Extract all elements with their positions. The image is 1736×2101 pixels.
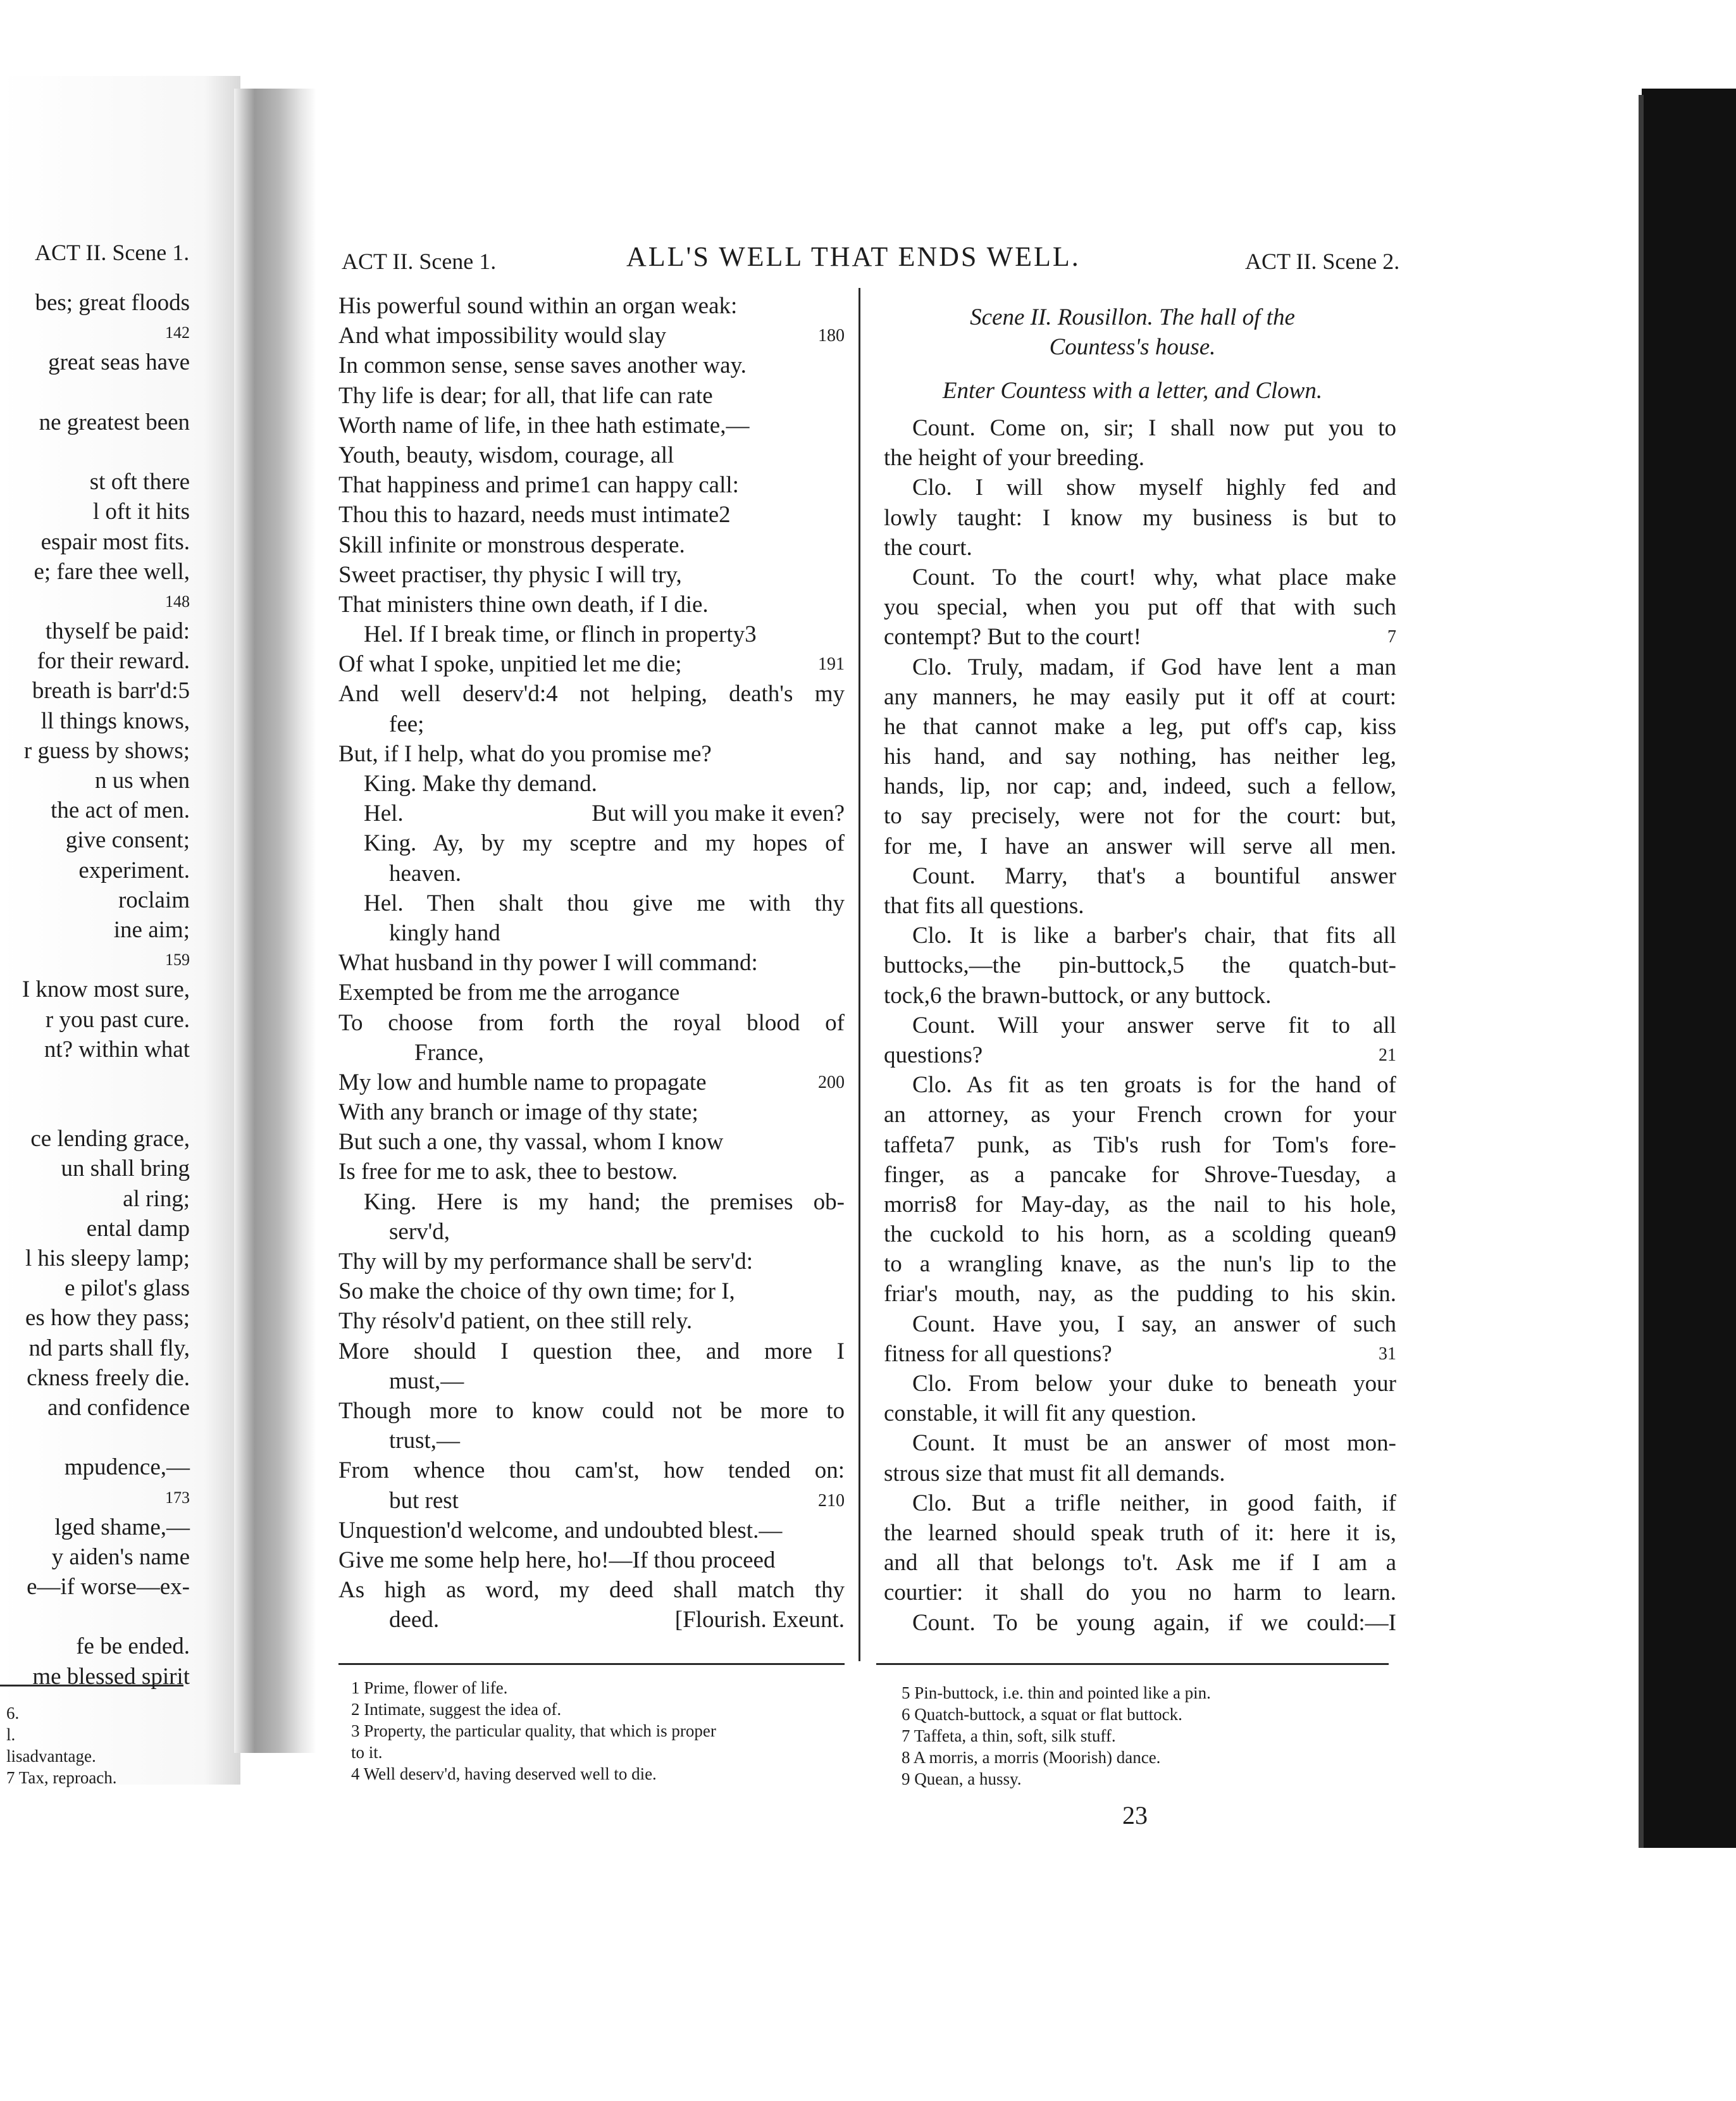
line-text: questions? (884, 1042, 983, 1068)
text-line (338, 620, 845, 649)
left-page-line: the act of men. (51, 797, 190, 824)
text-line (884, 1309, 1396, 1339)
text-line (338, 1456, 845, 1485)
text-line (338, 948, 845, 978)
line-text: you special, when you put off that with such (884, 594, 1396, 621)
line-text: His powerful sound within an organ weak: (338, 293, 738, 319)
text-line (338, 1366, 845, 1396)
left-page-line: r guess by shows; (23, 737, 190, 764)
left-footnotes (351, 1677, 845, 1785)
text-line (884, 652, 1396, 682)
line-text: buttocks,—the pin-buttock,5 the quatch-but- (884, 952, 1396, 979)
text-line (884, 1249, 1396, 1279)
line-text: heaven. (389, 860, 462, 887)
line-text: finger, as a pancake for Shrove-Tuesday, a (884, 1161, 1396, 1188)
line-text: My low and humble name to propagate (338, 1069, 707, 1095)
text-line (884, 712, 1396, 742)
text-line (338, 291, 845, 321)
left-page-line: 159 (165, 951, 190, 969)
line-text: Hel. (364, 801, 404, 827)
left-page-line: es how they pass; (25, 1305, 190, 1331)
text-line (338, 1038, 845, 1068)
left-page-line: nt? within what (44, 1036, 190, 1063)
text-line (884, 1369, 1396, 1399)
text-line (338, 560, 845, 590)
line-text: contempt? But to the court! (884, 624, 1141, 651)
line-text: What husband in thy power I will command: (338, 950, 758, 976)
left-page-line: give consent; (65, 827, 190, 854)
line-text: King. Ay, by my sceptre and my hopes of (364, 830, 845, 857)
running-header-left: ACT II. Scene 1. (342, 249, 497, 274)
text-line (338, 1008, 845, 1038)
line-text: his hand, and say nothing, has neither leg, (884, 744, 1396, 770)
text-line (884, 951, 1396, 980)
line-text: So make the choice of thy own time; for I, (338, 1278, 735, 1305)
line-text: lowly taught: I know my business is but to (884, 504, 1396, 531)
column-rule (859, 288, 860, 1661)
line-text: France, (414, 1039, 484, 1066)
line-number: 31 (1379, 1344, 1396, 1364)
line-text: Hel. If I break time, or flinch in property3 (364, 621, 757, 648)
left-page-line: me blessed spirit (32, 1663, 190, 1690)
left-page-header: ACT II. Scene 1. (35, 240, 190, 265)
left-page-line: 148 (165, 592, 190, 611)
text-line (338, 1097, 845, 1127)
left-page-line: nd parts shall fly, (28, 1335, 190, 1361)
line-text: friar's mouth, nay, as the pudding to his skin. (884, 1281, 1396, 1307)
text-line (338, 1217, 845, 1247)
text-line (338, 1486, 845, 1516)
text-line (884, 682, 1396, 712)
left-page-line: st oft there (89, 469, 190, 496)
left-page-line: lged shame,— (54, 1514, 190, 1540)
text-line (884, 1100, 1396, 1130)
text-line (884, 771, 1396, 801)
text-line (338, 978, 845, 1007)
left-page-line: I know most sure, (22, 976, 190, 1003)
line-text: the cuckold to his horn, as a scolding quean9 (884, 1221, 1396, 1248)
line-text: strous size that must fit all demands. (884, 1460, 1225, 1487)
footnote: 8 A morris, a morris (Moorish) dance. (902, 1748, 1161, 1767)
text-line (884, 1548, 1396, 1578)
line-text: As high as word, my deed shall match thy (338, 1577, 845, 1604)
text-line (338, 1426, 845, 1456)
footnote-rule-left (338, 1663, 845, 1665)
left-page-line: ne greatest been (39, 409, 190, 435)
line-text: Count. It must be an answer of most mon- (912, 1430, 1396, 1457)
line-text: Youth, beauty, wisdom, courage, all (338, 442, 674, 468)
left-page-line: 142 (165, 323, 190, 342)
text-line (338, 1247, 845, 1276)
text-line (338, 1068, 845, 1097)
left-page-line: ckness freely die. (27, 1364, 190, 1391)
left-page-line (0, 437, 190, 467)
text-line (338, 679, 845, 709)
text-line (338, 1545, 845, 1575)
line-number: 180 (818, 326, 845, 346)
text-line (338, 1337, 845, 1366)
line-text: Count. To the court! why, what place make (912, 564, 1396, 590)
left-page-line (0, 1094, 190, 1124)
line-text: That happiness and prime1 can happy call: (338, 472, 739, 499)
line-text: tock,6 the brawn-buttock, or any buttock. (884, 982, 1272, 1009)
text-line (338, 411, 845, 440)
line-text: Exempted be from me the arrogance (338, 980, 680, 1006)
left-page-line: great seas have (48, 349, 190, 376)
text-line (884, 1518, 1396, 1548)
line-text: Skill infinite or monstrous desperate. (338, 532, 685, 558)
left-page-line: e; fare thee well, (34, 558, 190, 585)
text-line (338, 440, 845, 470)
line-text: But, if I help, what do you promise me? (338, 740, 712, 767)
text-line (338, 859, 845, 888)
text-line (884, 1070, 1396, 1100)
line-text: Clo. Truly, madam, if God have lent a man (912, 654, 1396, 680)
line-text: the learned should speak truth of it: here it is, (884, 1519, 1396, 1546)
line-text: fee; (389, 711, 425, 737)
left-column (338, 291, 845, 1635)
line-text: an attorney, as your French crown for your (884, 1102, 1396, 1128)
line-number: 21 (1379, 1045, 1396, 1065)
line-text: deed. (389, 1607, 440, 1633)
scan-top-edge (0, 0, 1736, 25)
line-text: With any branch or image of thy state; (338, 1099, 698, 1126)
left-page-line: ental damp (86, 1215, 190, 1242)
text-line (884, 1219, 1396, 1249)
scan-right-edge (1642, 89, 1736, 1848)
text-line (338, 1575, 845, 1605)
left-page-footnotes (0, 1702, 190, 1788)
scene-heading-line-1: Scene II. Rousillon. The hall of the (970, 304, 1295, 330)
text-line (884, 981, 1396, 1011)
left-page-line: l oft it hits (92, 499, 190, 525)
line-text: King. Here is my hand; the premises ob- (364, 1188, 845, 1215)
line-text: serv'd, (389, 1218, 450, 1245)
footnote: 6 Quatch-buttock, a squat or flat buttock. (902, 1705, 1182, 1724)
page-bottom-edge (278, 1873, 1645, 2101)
line-text: constable, it will fit any question. (884, 1400, 1197, 1427)
text-line (338, 709, 845, 739)
left-page-line (0, 1602, 190, 1631)
left-page-line: e—if worse—ex- (27, 1574, 190, 1600)
text-line (338, 828, 845, 858)
footnote: 9 Quean, a hussy. (902, 1769, 1022, 1788)
line-text: Thy will by my performance shall be serv'd: (338, 1249, 753, 1275)
running-header-right: ACT II. Scene 2. (1245, 249, 1400, 274)
line-text: Count. To be young again, if we could:—I (912, 1609, 1396, 1636)
text-line (884, 1578, 1396, 1607)
text-line (884, 1608, 1396, 1638)
footnote: 7 Taffeta, a thin, soft, silk stuff. (902, 1726, 1116, 1745)
line-text: Clo. From below your duke to beneath your (912, 1371, 1396, 1397)
text-line (338, 799, 845, 828)
text-line (884, 1160, 1396, 1190)
text-line (884, 413, 1396, 443)
line-text: courtier: it shall do you no harm to learn. (884, 1580, 1396, 1606)
line-text: Clo. It is like a barber's chair, that fits all (912, 923, 1396, 949)
text-line (884, 1130, 1396, 1160)
left-page-line: l his sleepy lamp; (25, 1245, 190, 1271)
line-text: Is free for me to ask, thee to bestow. (338, 1159, 678, 1185)
right-footnotes (902, 1682, 1395, 1790)
binding-shadow (234, 89, 316, 1753)
line-right-text: [Flourish. Exeunt. (674, 1607, 845, 1633)
text-line (884, 503, 1396, 533)
text-line (338, 649, 845, 679)
line-text: And well deserv'd:4 not helping, death's my (338, 681, 845, 708)
line-text: In common sense, sense saves another way. (338, 352, 747, 379)
line-text: Count. Will your answer serve fit to all (912, 1012, 1396, 1038)
line-text: More should I question thee, and more I (338, 1338, 845, 1364)
footnote: 1 Prime, flower of life. (351, 1678, 508, 1697)
left-page-line: un shall bring (61, 1156, 190, 1182)
line-text: but rest (389, 1487, 459, 1514)
left-page-line (0, 1423, 190, 1452)
text-line (338, 1187, 845, 1217)
line-text: Count. Have you, I say, an answer of such (912, 1311, 1396, 1337)
left-page-line: r you past cure. (45, 1006, 190, 1033)
text-line (884, 592, 1396, 622)
line-text: From whence thou cam'st, how tended on: (338, 1457, 845, 1484)
line-number: 191 (818, 654, 845, 675)
line-text: and all that belongs to't. Ask me if I am a (884, 1550, 1396, 1576)
text-line (338, 888, 845, 918)
text-line (338, 321, 845, 351)
line-text: Clo. I will show myself highly fed and (912, 475, 1396, 501)
text-line (338, 1396, 845, 1426)
text-line (884, 1279, 1396, 1309)
page-number: 23 (1122, 1801, 1148, 1830)
text-line (338, 381, 845, 411)
line-text: kingly hand (389, 920, 500, 946)
line-text: he that cannot make a leg, put off's cap, kiss (884, 713, 1396, 740)
text-line (884, 1459, 1396, 1488)
left-page-footnote: 7 Tax, reproach. (6, 1768, 117, 1787)
left-page-line: and confidence (47, 1394, 190, 1421)
left-page-line: thyself be paid: (45, 618, 190, 645)
line-text: Hel. Then shalt thou give me with thy (364, 890, 845, 916)
footnote: 5 Pin-buttock, i.e. thin and pointed like a pin. (902, 1683, 1211, 1702)
left-page-line: ine aim; (113, 916, 190, 943)
text-line (338, 500, 845, 530)
text-line (884, 1399, 1396, 1428)
text-line (884, 1011, 1396, 1040)
line-text: To choose from forth the royal blood of (338, 1009, 845, 1036)
line-text: Unquestion'd welcome, and undoubted blest.— (338, 1517, 783, 1543)
text-line (338, 769, 845, 799)
text-line (338, 1127, 845, 1157)
left-page-line: bes; great floods (35, 290, 190, 316)
text-line (884, 533, 1396, 563)
left-page-line: mpudence,— (64, 1454, 190, 1481)
text-line (338, 1605, 845, 1635)
left-page-line: e pilot's glass (65, 1275, 190, 1302)
text-line (884, 473, 1396, 502)
text-line (884, 801, 1396, 831)
line-text: morris8 for May-day, as the nail to his hole, (884, 1191, 1396, 1218)
left-page-line: ce lending grace, (30, 1126, 190, 1152)
line-text: to a wrangling knave, as the nun's lip to the (884, 1251, 1396, 1278)
line-number: 200 (818, 1072, 845, 1092)
line-text: Clo. But a trifle neither, in good faith, if (912, 1490, 1396, 1516)
line-text: But such a one, thy vassal, whom I know (338, 1129, 724, 1156)
text-line (338, 1157, 845, 1187)
left-page-footnote: 6. (6, 1704, 20, 1723)
footnote-rule-right (876, 1663, 1389, 1665)
left-page-line: 173 (165, 1488, 190, 1507)
line-text: Sweet practiser, thy physic I will try, (338, 561, 682, 588)
text-line (884, 891, 1396, 921)
text-line (884, 861, 1396, 891)
line-right-text: But will you make it even? (592, 801, 845, 827)
left-page-line: n us when (94, 768, 190, 794)
text-line (884, 1488, 1396, 1518)
line-text: to say precisely, were not for the court: but, (884, 803, 1396, 830)
line-text: that fits all questions. (884, 893, 1084, 919)
line-text: taffeta7 punk, as Tib's rush for Tom's fore- (884, 1132, 1396, 1158)
scene-heading (879, 302, 1386, 362)
scan-right-edge-inner (1639, 95, 1644, 1848)
line-text: Thy life is dear; for all, that life can rate (338, 382, 713, 409)
text-line (884, 921, 1396, 951)
text-line (884, 1339, 1396, 1369)
left-page-line: ll things knows, (40, 708, 190, 734)
running-header-title: ALL'S WELL THAT ENDS WELL. (626, 241, 1081, 272)
text-line (338, 1516, 845, 1545)
text-line (338, 739, 845, 769)
line-text: trust,— (389, 1428, 461, 1454)
left-page-line: roclaim (118, 887, 190, 913)
left-page-line: breath is barr'd:5 (32, 678, 190, 704)
footnote: 3 Property, the particular quality, that which is proper (351, 1721, 716, 1740)
left-page-line (0, 1064, 190, 1094)
line-text: Thy résolv'd patient, on thee still rely. (338, 1308, 693, 1335)
text-line (338, 1306, 845, 1336)
text-line (338, 351, 845, 380)
stage-direction: Enter Countess with a letter, and Clown. (942, 378, 1323, 404)
scene-heading-line-2: Countess's house. (1049, 334, 1216, 360)
text-line (884, 1190, 1396, 1219)
line-text: hands, lip, nor cap; and, indeed, such a fellow, (884, 773, 1396, 800)
text-line (338, 918, 845, 948)
left-page-footnote: lisadvantage. (6, 1747, 96, 1766)
line-text: Count. Marry, that's a bountiful answer (912, 863, 1396, 889)
line-text: for me, I have an answer will serve all men. (884, 833, 1396, 859)
text-line (884, 832, 1396, 861)
right-column (884, 413, 1396, 1638)
line-number: 7 (1387, 627, 1396, 647)
line-text: must,— (389, 1368, 464, 1394)
left-page-line: al ring; (123, 1185, 190, 1212)
line-text: King. Make thy demand. (364, 771, 597, 797)
text-line (884, 742, 1396, 771)
left-page-footnote: l. (6, 1725, 16, 1744)
line-text: Though more to know could not be more to (338, 1397, 845, 1424)
line-text: Clo. As fit as ten groats is for the hand of (912, 1072, 1396, 1099)
text-line (338, 530, 845, 560)
line-text: Give me some help here, ho!—If thou proceed (338, 1547, 776, 1573)
left-page-line: experiment. (78, 857, 190, 883)
line-text: fitness for all questions? (884, 1340, 1112, 1367)
text-line (884, 1428, 1396, 1458)
line-text: Thou this to hazard, needs must intimate2 (338, 502, 731, 528)
left-page-line: y aiden's name (51, 1543, 190, 1570)
line-text: Count. Come on, sir; I shall now put you to (912, 415, 1396, 441)
text-line (884, 622, 1396, 652)
line-text: any manners, he may easily put it off at court: (884, 683, 1396, 710)
left-page-text (0, 288, 190, 1690)
footnote: 2 Intimate, suggest the idea of. (351, 1700, 562, 1719)
line-number: 210 (818, 1490, 845, 1511)
text-line (884, 1040, 1396, 1070)
text-line (338, 470, 845, 500)
line-text: Of what I spoke, unpitied let me die; (338, 651, 682, 678)
left-page-line: fe be ended. (76, 1633, 190, 1660)
text-line (338, 1276, 845, 1306)
left-page-line: espair most fits. (40, 528, 190, 555)
footnote: 4 Well deserv'd, having deserved well to die. (351, 1764, 657, 1783)
left-page-line (0, 378, 190, 408)
line-text: That ministers thine own death, if I die. (338, 591, 709, 618)
footnote: to it. (351, 1743, 383, 1762)
text-line (884, 563, 1396, 592)
left-page-line: for their reward. (37, 648, 190, 675)
text-line (884, 443, 1396, 473)
line-text: the court. (884, 534, 972, 561)
line-text: the height of your breeding. (884, 445, 1145, 471)
line-text: And what impossibility would slay (338, 323, 666, 349)
line-text: Worth name of life, in thee hath estimate,— (338, 412, 750, 439)
text-line (338, 590, 845, 620)
